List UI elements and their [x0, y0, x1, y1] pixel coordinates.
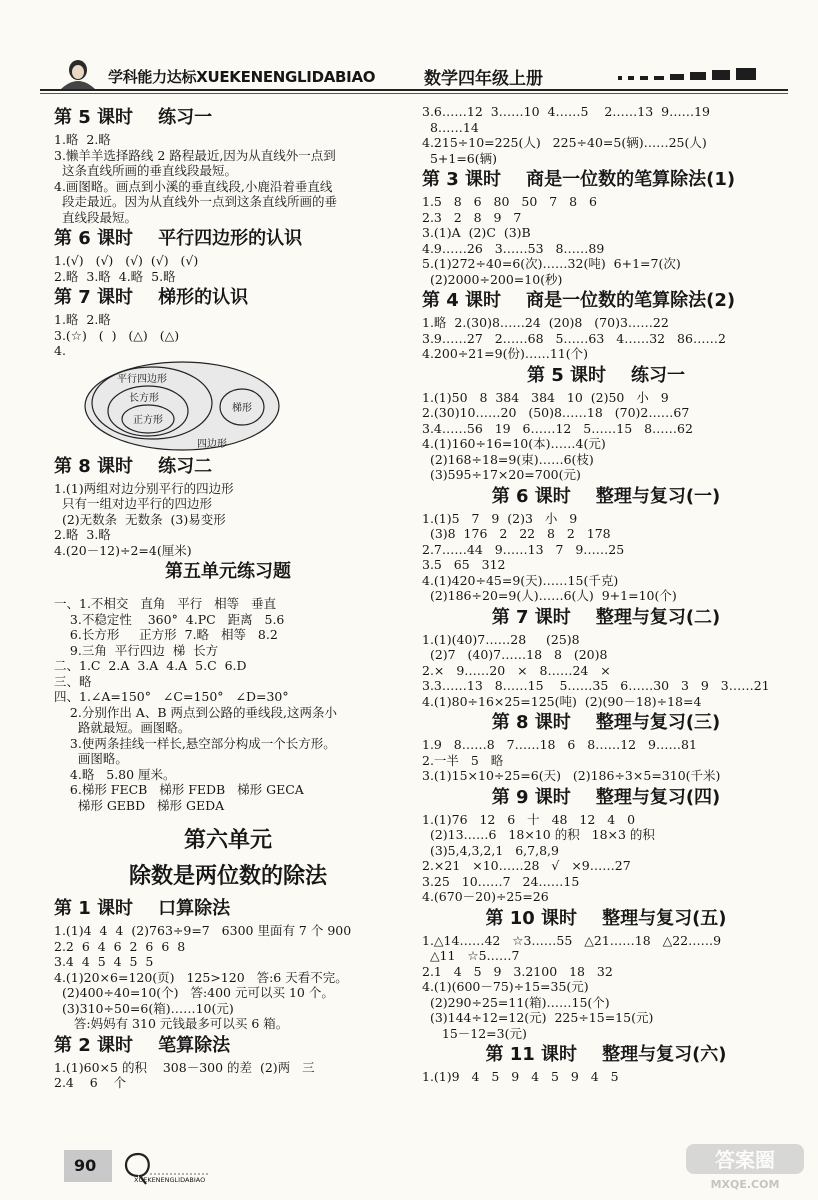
answer-line: 4.215÷10=225(人) 225÷40=5(辆)……25(人): [422, 135, 707, 150]
answer-line: 4.(20－12)÷2=4(厘米): [54, 542, 192, 558]
answer-line: 3.使两条挂线一样长,悬空部分构成一个长方形。: [54, 735, 336, 751]
venn-label-rectangle: 长方形: [129, 392, 159, 404]
mascot-avatar-icon: [58, 58, 98, 90]
section-title: 第 4 课时 商是一位数的笔算除法(2): [422, 290, 736, 311]
answer-line: 2.分别作出 A、B 两点到公路的垂线段,这两条小: [54, 704, 337, 720]
answer-line: (2)无数条 无数条 (3)易变形: [54, 511, 226, 527]
answer-line: 4.(670－20)÷25=26: [422, 889, 549, 904]
answer-line: (2)2000÷200=10(秒): [422, 271, 563, 287]
answer-line: 6.梯形 FECB 梯形 FEDB 梯形 GECA: [54, 782, 304, 797]
watermark-url: MXQE.COM: [710, 1178, 780, 1191]
section-title: 第 9 课时 整理与复习(四): [491, 786, 721, 808]
answer-line: 3.(1)A (2)C (3)B: [422, 225, 531, 240]
answer-line: (2)7 (40)7……18 8 (20)8: [422, 647, 608, 662]
answer-line: 梯形 GEBD 梯形 GEDA: [54, 797, 225, 813]
answer-line: 15－12=3(元): [422, 1025, 527, 1041]
watermark-text: 答案圈: [715, 1148, 775, 1172]
answer-line: 2.4 6 个: [54, 1075, 127, 1090]
answer-line: 1.(1)两组对边分别平行的四边形: [54, 480, 234, 496]
answer-line: 4.9……26 3……53 8……89: [422, 240, 605, 256]
answer-line: 3.9……27 2……68 5……63 4……32 86……2: [422, 330, 726, 346]
answer-line: 4.画图略。画点到小溪的垂直线段,小鹿沿着垂直线: [54, 178, 333, 194]
section-title: 第 8 课时 练习二: [54, 455, 213, 477]
venn-label-square: 正方形: [133, 414, 163, 426]
answer-line: 1.(1)5 7 9 (2)3 小 9: [422, 510, 578, 526]
answer-column-right: [422, 104, 790, 1085]
answer-line: 1.略 2.(30)8……24 (20)8 (70)3……22: [422, 315, 669, 330]
answer-line: 2.×21 ×10……28 √ ×9……27: [422, 858, 631, 873]
answer-line: 2.3 2 8 9 7: [422, 209, 522, 225]
section-title: 第 6 课时 整理与复习(一): [491, 485, 721, 507]
answer-line: (2)13……6 18×10 的积 18×3 的积: [422, 827, 655, 842]
brand-title: 学科能力达标XUEKENENGLIDABIAO: [108, 68, 376, 86]
answer-line: 1.(1)60×5 的积 308－300 的差 (2)两 三: [54, 1059, 315, 1075]
section-title: 第 10 课时 整理与复习(五): [485, 907, 727, 929]
answer-line: 3.25 10……7 24……15: [422, 873, 580, 889]
answer-line: (3)5,4,3,2,1 6,7,8,9: [422, 842, 559, 858]
answer-line: 4.(1)80÷16×25=125(吨) (2)(90－18)÷18=4: [422, 693, 702, 709]
answer-line: 9.三角 平行四边 梯 长方: [54, 642, 219, 658]
answer-line: 直线段最短。: [54, 209, 137, 225]
answer-line: 3.(☆) ( ) (△) (△): [54, 327, 180, 343]
subject-title: 数学四年级上册: [424, 69, 543, 89]
answer-line: 画图略。: [54, 751, 128, 766]
answer-line: 2.× 9……20 × 8……24 ×: [422, 662, 611, 678]
answer-line: 1.(1)9 4 5 9 4 5 9 4 5: [422, 1069, 619, 1084]
answer-line: 1.(√) (√) (√) (√) (√): [54, 253, 199, 268]
answer-line: 3.(1)15×10÷25=6(天) (2)186÷3×5=310(千米): [422, 768, 721, 783]
answer-line: (2)400÷40=10(个) 答:400 元可以买 10 个。: [54, 985, 334, 1000]
answer-line: 3.3……13 8……15 5……35 6……30 3 9 3……21: [422, 678, 770, 693]
venn-label-quadrilateral: 四边形: [197, 438, 227, 450]
answer-line: 4.(1)(600－75)÷15=35(元): [422, 979, 589, 994]
answer-line: 5+1=6(辆): [422, 150, 498, 166]
answer-line: 1.略 2.略: [54, 312, 111, 327]
section-title: 第 8 课时 整理与复习(三): [491, 712, 721, 733]
answer-line: 2.1 4 5 9 3.2100 18 32: [422, 963, 613, 979]
section-title: 第五单元练习题: [165, 561, 291, 582]
answer-line: 3.4……56 19 6……12 5……15 8……62: [422, 420, 693, 436]
section-title: 第 5 课时 练习一: [54, 107, 213, 128]
answer-line: 3.5 65 312: [422, 557, 506, 572]
answer-line: (2)290÷25=11(箱)……15(个): [422, 994, 610, 1010]
answer-line: 3.不稳定性 360° 4.PC 距离 5.6: [54, 611, 285, 627]
answer-line: 1.(1)4 4 4 (2)763÷9=7 6300 里面有 7 个 900: [54, 923, 352, 938]
answer-line: 这条直线所画的垂直线段最短。: [54, 163, 237, 178]
section-title: 第 6 课时 平行四边形的认识: [54, 228, 303, 249]
answer-line: 1.△14……42 ☆3……55 △21……18 △22……9: [422, 932, 722, 948]
page-header: [0, 52, 818, 90]
answer-line: 2.2 6 4 6 2 6 6 8: [54, 938, 186, 954]
footer-brand: XUEKENENGLIDABIAO: [134, 1176, 206, 1184]
answer-line: 2.(30)10……20 (50)8……18 (70)2……67: [422, 405, 690, 420]
answer-line: 2.一半 5 略: [422, 752, 504, 768]
section-title: 第 5 课时 练习一: [526, 364, 686, 386]
answer-line: (3)310÷50=6(箱)……10(元): [54, 1000, 234, 1016]
answer-line: 答:妈妈有 310 元钱最多可以买 6 箱。: [54, 1016, 289, 1031]
answer-line: (2)186÷20=9(人)……6(人) 9+1=10(个): [422, 588, 677, 603]
section-title: 第 1 课时 口算除法: [54, 898, 231, 919]
answer-line: 1.9 8……8 7……18 6 8……12 9……81: [422, 737, 697, 752]
answer-line: 4.(1)160÷16=10(本)……4(元): [422, 436, 606, 451]
answer-line: 三、略: [54, 673, 92, 689]
answer-line: 4.(1)20×6=120(页) 125>120 答:6 天看不完。: [54, 969, 348, 985]
header-decoration: [618, 68, 756, 80]
quadrilateral-venn-diagram: [82, 359, 282, 453]
answer-line: △11 ☆5……7: [422, 948, 520, 963]
answer-line: (3)144÷12=12(元) 225÷15=15(元): [422, 1010, 654, 1025]
answer-line: 路就最短。画图略。: [54, 720, 191, 735]
answer-line: 段走最近。因为从直线外一点到这条直线所画的垂: [54, 194, 337, 209]
answer-line: 4.: [54, 343, 66, 358]
answer-column-left: [54, 104, 402, 1091]
unit-title: 除数是两位数的除法: [128, 864, 327, 889]
section-title: 第 7 课时 整理与复习(二): [491, 606, 721, 628]
answer-line: 3.4 4 5 4 5 5: [54, 954, 154, 969]
answer-line: 4.200÷21=9(份)……11(个): [422, 346, 589, 361]
unit-title: 第六单元: [183, 828, 272, 853]
answer-line: 3.懒羊羊选择路线 2 路程最近,因为从直线外一点到: [54, 147, 336, 163]
answer-line: 1.略 2.略: [54, 132, 111, 147]
answer-line: 1.(1)76 12 6 十 48 12 4 0: [422, 811, 636, 827]
page-number: 90: [74, 1156, 97, 1175]
answer-line: 2.7……44 9……13 7 9……25: [422, 541, 625, 557]
answer-line: (3)8 176 2 22 8 2 178: [422, 526, 611, 541]
answer-line: 二、1.C 2.A 3.A 4.A 5.C 6.D: [54, 658, 247, 673]
answer-line: 2.略 3.略: [54, 527, 111, 542]
answer-line: 4.略 5.80 厘米。: [54, 766, 176, 782]
answer-line: 1.(1)(40)7……28 (25)8: [422, 631, 580, 647]
answer-line: 一、1.不相交 直角 平行 相等 垂直: [54, 596, 277, 611]
venn-label-parallelogram: 平行四边形: [117, 373, 167, 385]
answer-line: 四、1.∠A=150° ∠C=150° ∠D=30°: [54, 689, 289, 704]
watermark-logo: [684, 1140, 806, 1192]
venn-label-trapezoid: 梯形: [232, 402, 252, 414]
answer-line: 5.(1)272÷40=6(次)……32(吨) 6+1=7(次): [422, 256, 681, 271]
answer-line: (2)168÷18=9(束)……6(枝): [422, 451, 594, 467]
answer-line: (3)595÷17×20=700(元): [422, 467, 581, 482]
answer-line: 2.略 3.略 4.略 5.略: [54, 268, 176, 284]
section-title: 第 2 课时 笔算除法: [54, 1034, 231, 1056]
answer-line: 1.5 8 6 80 50 7 8 6: [422, 194, 597, 209]
section-title: 第 11 课时 整理与复习(六): [485, 1044, 727, 1065]
section-title: 第 7 课时 梯形的认识: [54, 287, 249, 308]
section-title: 第 3 课时 商是一位数的笔算除法(1): [422, 169, 736, 190]
answer-line: 6.长方形 正方形 7.略 相等 8.2: [54, 627, 278, 642]
answer-line: 8……14: [422, 119, 479, 135]
answer-line: 1.(1)50 8 384 384 10 (2)50 小 9: [422, 389, 669, 405]
answer-line: 只有一组对边平行的四边形: [54, 496, 212, 511]
answer-line: 3.6……12 3……10 4……5 2……13 9……19: [422, 104, 711, 119]
answer-line: 4.(1)420÷45=9(天)……15(千克): [422, 572, 619, 588]
